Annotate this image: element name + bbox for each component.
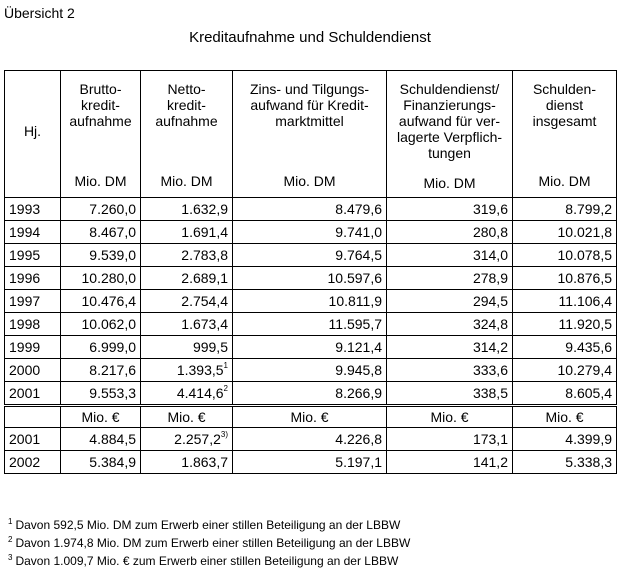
value-cell: 5.384,9 bbox=[61, 451, 141, 474]
value-cell: 2.689,1 bbox=[141, 267, 233, 290]
value-cell: 9.945,8 bbox=[233, 359, 387, 382]
table-row bbox=[5, 290, 617, 313]
value-cell: 11.595,7 bbox=[233, 313, 387, 336]
value-cell: 10.280,0 bbox=[61, 267, 141, 290]
table-row bbox=[5, 267, 617, 290]
value-cell: 10.279,4 bbox=[513, 359, 617, 382]
value-cell: 10.597,6 bbox=[233, 267, 387, 290]
euro-unit-row bbox=[5, 406, 617, 428]
table-row bbox=[5, 428, 617, 451]
value-cell: 280,8 bbox=[387, 221, 513, 244]
value-cell: 6.999,0 bbox=[61, 336, 141, 359]
table-row bbox=[5, 336, 617, 359]
header-text: Zins- und Tilgungs- aufwand für Kredit- marktmittel bbox=[249, 81, 370, 129]
table-row bbox=[5, 359, 617, 382]
table-row bbox=[5, 198, 617, 221]
table-row bbox=[5, 313, 617, 336]
unit-cell: Mio. € bbox=[387, 406, 513, 428]
value-cell: 9.435,6 bbox=[513, 336, 617, 359]
header-unit: Mio. DM bbox=[74, 173, 127, 189]
value-cell: 10.021,8 bbox=[513, 221, 617, 244]
year-cell: 1996 bbox=[5, 267, 61, 290]
header-text: Netto- kredit- aufnahme bbox=[155, 81, 218, 129]
value-cell: 4.399,9 bbox=[513, 428, 617, 451]
value-cell: 9.764,5 bbox=[233, 244, 387, 267]
header-interest-repayment bbox=[233, 71, 387, 198]
year-cell: 1995 bbox=[5, 244, 61, 267]
header-row bbox=[5, 71, 617, 198]
header-text: Schuldendienst/ Finanzierungs- aufwand für ver- lagerte Verpflich- tungen bbox=[396, 81, 503, 161]
value-cell: 11.920,5 bbox=[513, 313, 617, 336]
footnotes bbox=[8, 516, 410, 570]
value-cell: 173,1 bbox=[387, 428, 513, 451]
table-row bbox=[5, 382, 617, 406]
value-cell: 8.799,2 bbox=[513, 198, 617, 221]
value-cell: 333,6 bbox=[387, 359, 513, 382]
value-cell: 10.062,0 bbox=[61, 313, 141, 336]
year-cell: 1998 bbox=[5, 313, 61, 336]
value-cell: 8.467,0 bbox=[61, 221, 141, 244]
year-cell: 1997 bbox=[5, 290, 61, 313]
value-cell: 1.393,5$^1$ bbox=[141, 359, 233, 382]
value-cell: 10.078,5 bbox=[513, 244, 617, 267]
unit-cell: Mio. € bbox=[141, 406, 233, 428]
footnote-mark: 3) bbox=[220, 430, 228, 440]
year-cell: 2001 bbox=[5, 382, 61, 406]
value-cell: 278,9 bbox=[387, 267, 513, 290]
header-unit: Mio. DM bbox=[538, 173, 591, 189]
value-cell: 7.260,0 bbox=[61, 198, 141, 221]
header-text: Schulden- dienst insgesamt bbox=[532, 81, 597, 129]
header-gross-borrowing bbox=[61, 71, 141, 198]
value-cell: 5.197,1 bbox=[233, 451, 387, 474]
table-row bbox=[5, 244, 617, 267]
value-cell: 2.257,2$^{3)}$ bbox=[141, 428, 233, 451]
value-cell: 2.783,8 bbox=[141, 244, 233, 267]
footnote-mark: 1 bbox=[223, 361, 228, 371]
value-cell: 9.121,4 bbox=[233, 336, 387, 359]
header-net-borrowing bbox=[141, 71, 233, 198]
header-unit: Mio. DM bbox=[160, 173, 213, 189]
value-cell: 5.338,3 bbox=[513, 451, 617, 474]
table-title: Kreditaufnahme und Schuldendienst bbox=[189, 29, 431, 46]
value-cell: 1.632,9 bbox=[141, 198, 233, 221]
value-cell: 9.553,3 bbox=[61, 382, 141, 406]
value-cell: 314,0 bbox=[387, 244, 513, 267]
value-cell: 11.106,4 bbox=[513, 290, 617, 313]
header-year bbox=[5, 71, 61, 198]
value-cell: 8.217,6 bbox=[61, 359, 141, 382]
value-cell: 319,6 bbox=[387, 198, 513, 221]
value-cell: 324,8 bbox=[387, 313, 513, 336]
unit-cell: Mio. € bbox=[61, 406, 141, 428]
value-cell: 2.754,4 bbox=[141, 290, 233, 313]
value-cell: 1.673,4 bbox=[141, 313, 233, 336]
value-cell: 4.884,5 bbox=[61, 428, 141, 451]
value-cell: 294,5 bbox=[387, 290, 513, 313]
header-total-debt-service bbox=[513, 71, 617, 198]
unit-cell: Mio. € bbox=[233, 406, 387, 428]
value-cell: 1.863,7 bbox=[141, 451, 233, 474]
header-text: Brutto- kredit- aufnahme bbox=[69, 81, 132, 129]
value-cell: 9.539,0 bbox=[61, 244, 141, 267]
table-row bbox=[5, 451, 617, 474]
empty-cell bbox=[5, 406, 61, 428]
value-cell: 4.226,8 bbox=[233, 428, 387, 451]
header-unit: Mio. DM bbox=[423, 175, 476, 191]
debt-table bbox=[4, 70, 617, 474]
value-cell: 1.691,4 bbox=[141, 221, 233, 244]
footnote: $^1$ Davon 592,5 Mio. DM zum Erwerb einer stillen Beteiligung an der LBBW bbox=[8, 517, 401, 532]
year-cell: 1993 bbox=[5, 198, 61, 221]
value-cell: 10.876,5 bbox=[513, 267, 617, 290]
value-cell: 4.414,6$^2$ bbox=[141, 382, 233, 406]
value-cell: 338,5 bbox=[387, 382, 513, 406]
value-cell: 314,2 bbox=[387, 336, 513, 359]
unit-cell: Mio. € bbox=[513, 406, 617, 428]
value-cell: 10.811,9 bbox=[233, 290, 387, 313]
header-year-label: Hj. bbox=[23, 123, 42, 139]
footnote-mark: 2 bbox=[223, 384, 228, 394]
header-debt-service-shifted bbox=[387, 71, 513, 198]
value-cell: 8.266,9 bbox=[233, 382, 387, 406]
value-cell: 9.741,0 bbox=[233, 221, 387, 244]
table-row bbox=[5, 221, 617, 244]
header-unit: Mio. DM bbox=[283, 173, 336, 189]
value-cell: 999,5 bbox=[141, 336, 233, 359]
year-cell: 2002 bbox=[5, 451, 61, 474]
footnote: $^2$ Davon 1.974,8 Mio. DM zum Erwerb einer stillen Beteiligung an der LBBW bbox=[8, 535, 411, 550]
year-cell: 2001 bbox=[5, 428, 61, 451]
year-cell: 1999 bbox=[5, 336, 61, 359]
year-cell: 1994 bbox=[5, 221, 61, 244]
value-cell: 141,2 bbox=[387, 451, 513, 474]
overview-label: Übersicht 2 bbox=[4, 5, 75, 21]
footnote: $^3$ Davon 1.009,7 Mio. € zum Erwerb einer stillen Beteiligung an der LBBW bbox=[8, 553, 399, 568]
value-cell: 10.476,4 bbox=[61, 290, 141, 313]
year-cell: 2000 bbox=[5, 359, 61, 382]
value-cell: 8.479,6 bbox=[233, 198, 387, 221]
value-cell: 8.605,4 bbox=[513, 382, 617, 406]
